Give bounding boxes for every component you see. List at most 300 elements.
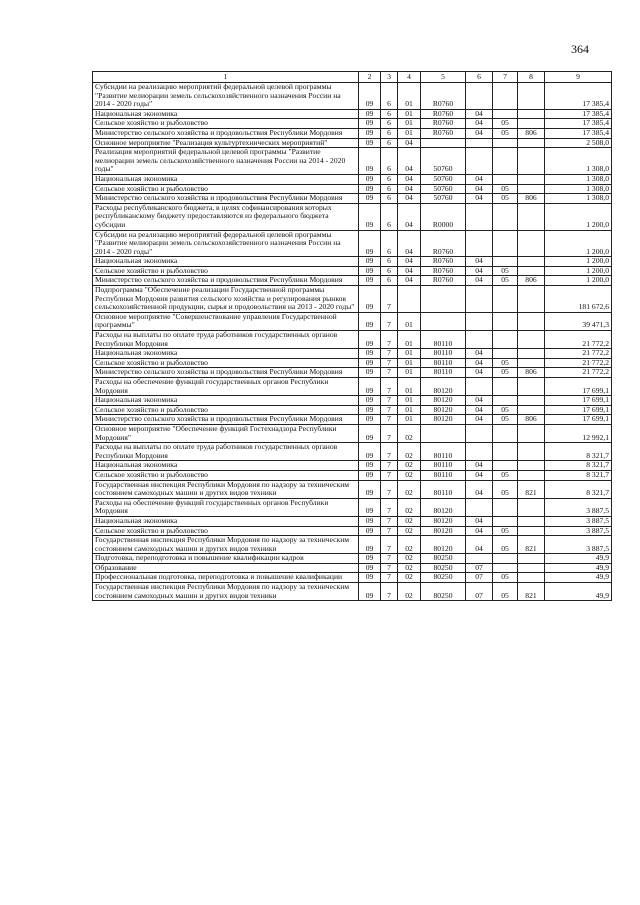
subsection-code-cell xyxy=(493,83,518,110)
subprogram-code-cell: 04 xyxy=(398,174,421,184)
dept-code-cell xyxy=(518,257,545,267)
target-code-cell: R0760 xyxy=(421,109,466,119)
target-code-cell: R0760 xyxy=(421,257,466,267)
dept-code-cell xyxy=(518,286,545,313)
dept-code-cell xyxy=(518,138,545,148)
section-code-cell xyxy=(466,230,493,257)
row-name-cell: Национальная экономика xyxy=(93,109,359,119)
section-code-cell: 04 xyxy=(466,276,493,286)
subsection-code-cell: 05 xyxy=(493,526,518,536)
section-code-cell xyxy=(466,443,493,461)
subsection-code-cell: 05 xyxy=(493,266,518,276)
amount-cell: 21 772,2 xyxy=(545,368,612,378)
amount-cell: 1 308,0 xyxy=(545,148,612,175)
subsection-code-cell: 05 xyxy=(493,583,518,601)
dept-code-cell: 806 xyxy=(518,368,545,378)
section-code-cell: 04 xyxy=(466,368,493,378)
admin-code-cell: 09 xyxy=(359,184,381,194)
target-code-cell: 80120 xyxy=(421,415,466,425)
dept-code-cell xyxy=(518,424,545,442)
dept-code-cell xyxy=(518,266,545,276)
subsection-code-cell: 05 xyxy=(493,405,518,415)
row-name-cell: Расходы на выплаты по оплате труда работников государственных органов Республики Мордовия xyxy=(93,331,359,349)
amount-cell: 3 887,5 xyxy=(545,526,612,536)
dept-code-cell: 806 xyxy=(518,194,545,204)
program-code-cell: 7 xyxy=(381,415,398,425)
table-row xyxy=(93,349,612,359)
table-row xyxy=(93,443,612,461)
table-row xyxy=(93,424,612,442)
table-row xyxy=(93,405,612,415)
admin-code-cell: 09 xyxy=(359,128,381,138)
program-code-cell: 7 xyxy=(381,536,398,554)
subsection-code-cell xyxy=(493,554,518,564)
admin-code-cell: 09 xyxy=(359,286,381,313)
row-name-cell: Министерство сельского хозяйства и продовольствия Республики Мордовия xyxy=(93,276,359,286)
subsection-code-cell xyxy=(493,148,518,175)
subprogram-code-cell: 01 xyxy=(398,358,421,368)
admin-code-cell: 09 xyxy=(359,461,381,471)
program-code-cell: 7 xyxy=(381,516,398,526)
section-code-cell: 04 xyxy=(466,470,493,480)
table-row xyxy=(93,378,612,396)
target-code-cell: 80120 xyxy=(421,396,466,406)
program-code-cell: 6 xyxy=(381,174,398,184)
subprogram-code-cell: 02 xyxy=(398,424,421,442)
amount-cell: 8 321,7 xyxy=(545,480,612,498)
admin-code-cell: 09 xyxy=(359,203,381,230)
dept-code-cell xyxy=(518,396,545,406)
amount-cell: 1 308,0 xyxy=(545,184,612,194)
program-code-cell: 7 xyxy=(381,443,398,461)
subprogram-code-cell: 01 xyxy=(398,405,421,415)
table-row xyxy=(93,119,612,129)
row-name-cell: Основное мероприятие "Обеспечение функций Гостехнадзора Республики Мордовия" xyxy=(93,424,359,442)
admin-code-cell: 09 xyxy=(359,349,381,359)
amount-cell: 1 200,0 xyxy=(545,266,612,276)
subsection-code-cell: 05 xyxy=(493,480,518,498)
row-name-cell: Реализация мероприятий федеральной целевой программы "Развитие мелиорации земель сельскохозяйственного назначения России на 2014 - 2020 годы" xyxy=(93,148,359,175)
subsection-code-cell xyxy=(493,312,518,330)
table-row xyxy=(93,184,612,194)
table-row xyxy=(93,109,612,119)
subprogram-code-cell: 01 xyxy=(398,415,421,425)
subprogram-code-cell: 01 xyxy=(398,349,421,359)
dept-code-cell xyxy=(518,461,545,471)
subsection-code-cell xyxy=(493,443,518,461)
amount-cell: 39 471,3 xyxy=(545,312,612,330)
dept-code-cell xyxy=(518,109,545,119)
row-name-cell: Субсидии на реализацию мероприятий федеральной целевой программы "Развитие мелиорации земель сельскохозяйственного назначения России на 2014 - 2020 годы" xyxy=(93,230,359,257)
row-name-cell: Сельское хозяйство и рыболовство xyxy=(93,405,359,415)
section-code-cell: 04 xyxy=(466,109,493,119)
section-code-cell xyxy=(466,498,493,516)
dept-code-cell xyxy=(518,563,545,573)
budget-table xyxy=(92,71,612,601)
table-row xyxy=(93,516,612,526)
amount-cell: 1 200,0 xyxy=(545,257,612,267)
admin-code-cell: 09 xyxy=(359,358,381,368)
amount-cell: 49,9 xyxy=(545,554,612,564)
row-name-cell: Национальная экономика xyxy=(93,461,359,471)
table-row xyxy=(93,498,612,516)
section-code-cell xyxy=(466,148,493,175)
subprogram-code-cell: 01 xyxy=(398,83,421,110)
section-code-cell xyxy=(466,286,493,313)
program-code-cell: 7 xyxy=(381,358,398,368)
dept-code-cell xyxy=(518,349,545,359)
target-code-cell: 80110 xyxy=(421,470,466,480)
amount-cell: 17 699,1 xyxy=(545,396,612,406)
amount-cell: 3 887,5 xyxy=(545,498,612,516)
subsection-code-cell xyxy=(493,257,518,267)
subsection-code-cell xyxy=(493,396,518,406)
section-code-cell: 04 xyxy=(466,119,493,129)
row-name-cell: Подпрограмма "Обеспечение реализации Государственной программы Республики Мордовия развития сельского хозяйства и регулирования рынков сельскохозяйственной продукции, сырья и продовольствия на 2013 - 2020 годы" xyxy=(93,286,359,313)
target-code-cell: 80250 xyxy=(421,554,466,564)
target-code-cell xyxy=(421,286,466,313)
program-code-cell: 7 xyxy=(381,563,398,573)
admin-code-cell: 09 xyxy=(359,516,381,526)
column-header: 8 xyxy=(518,72,545,83)
subprogram-code-cell: 01 xyxy=(398,396,421,406)
dept-code-cell xyxy=(518,498,545,516)
admin-code-cell: 09 xyxy=(359,312,381,330)
dept-code-cell: 806 xyxy=(518,415,545,425)
amount-cell: 1 200,0 xyxy=(545,230,612,257)
section-code-cell: 04 xyxy=(466,396,493,406)
admin-code-cell: 09 xyxy=(359,83,381,110)
target-code-cell: 80110 xyxy=(421,349,466,359)
program-code-cell: 7 xyxy=(381,405,398,415)
dept-code-cell xyxy=(518,526,545,536)
program-code-cell: 7 xyxy=(381,480,398,498)
program-code-cell: 6 xyxy=(381,230,398,257)
section-code-cell: 04 xyxy=(466,266,493,276)
target-code-cell: R0760 xyxy=(421,83,466,110)
subsection-code-cell: 05 xyxy=(493,470,518,480)
row-name-cell: Сельское хозяйство и рыболовство xyxy=(93,119,359,129)
subsection-code-cell: 05 xyxy=(493,368,518,378)
column-header: 5 xyxy=(421,72,466,83)
row-name-cell: Сельское хозяйство и рыболовство xyxy=(93,184,359,194)
admin-code-cell: 09 xyxy=(359,119,381,129)
target-code-cell: 80250 xyxy=(421,583,466,601)
section-code-cell: 04 xyxy=(466,358,493,368)
subprogram-code-cell: 02 xyxy=(398,480,421,498)
section-code-cell: 04 xyxy=(466,516,493,526)
program-code-cell: 6 xyxy=(381,184,398,194)
program-code-cell: 7 xyxy=(381,526,398,536)
table-row xyxy=(93,396,612,406)
amount-cell: 21 772,2 xyxy=(545,349,612,359)
subprogram-code-cell: 04 xyxy=(398,184,421,194)
table-row xyxy=(93,276,612,286)
table-row xyxy=(93,480,612,498)
subsection-code-cell xyxy=(493,498,518,516)
admin-code-cell: 09 xyxy=(359,378,381,396)
admin-code-cell: 09 xyxy=(359,573,381,583)
program-code-cell: 6 xyxy=(381,148,398,175)
row-name-cell: Основное мероприятие "Совершенствование управления Государственной программы" xyxy=(93,312,359,330)
table-row xyxy=(93,526,612,536)
row-name-cell: Государственная инспекция Республики Мордовия по надзору за техническим состоянием самоходных машин и других видов техники xyxy=(93,583,359,601)
subprogram-code-cell: 02 xyxy=(398,583,421,601)
dept-code-cell xyxy=(518,184,545,194)
table-row xyxy=(93,138,612,148)
table-row xyxy=(93,230,612,257)
table-row xyxy=(93,203,612,230)
row-name-cell: Национальная экономика xyxy=(93,174,359,184)
subsection-code-cell xyxy=(493,516,518,526)
amount-cell: 8 321,7 xyxy=(545,461,612,471)
row-name-cell: Национальная экономика xyxy=(93,396,359,406)
target-code-cell: 80110 xyxy=(421,368,466,378)
row-name-cell: Сельское хозяйство и рыболовство xyxy=(93,266,359,276)
row-name-cell: Расходы на обеспечение функций государственных органов Республики Мордовия xyxy=(93,498,359,516)
subsection-code-cell xyxy=(493,203,518,230)
program-code-cell: 6 xyxy=(381,276,398,286)
program-code-cell: 6 xyxy=(381,109,398,119)
section-code-cell: 04 xyxy=(466,128,493,138)
row-name-cell: Национальная экономика xyxy=(93,516,359,526)
column-header: 4 xyxy=(398,72,421,83)
row-name-cell: Министерство сельского хозяйства и продовольствия Республики Мордовия xyxy=(93,194,359,204)
dept-code-cell xyxy=(518,148,545,175)
program-code-cell: 7 xyxy=(381,461,398,471)
section-code-cell: 04 xyxy=(466,526,493,536)
dept-code-cell: 821 xyxy=(518,480,545,498)
admin-code-cell: 09 xyxy=(359,443,381,461)
admin-code-cell: 09 xyxy=(359,148,381,175)
subsection-code-cell: 05 xyxy=(493,194,518,204)
target-code-cell: 50760 xyxy=(421,174,466,184)
target-code-cell: 80250 xyxy=(421,573,466,583)
dept-code-cell xyxy=(518,331,545,349)
subsection-code-cell: 05 xyxy=(493,415,518,425)
table-row xyxy=(93,257,612,267)
admin-code-cell: 09 xyxy=(359,424,381,442)
target-code-cell: R0000 xyxy=(421,203,466,230)
admin-code-cell: 09 xyxy=(359,583,381,601)
dept-code-cell xyxy=(518,516,545,526)
program-code-cell: 6 xyxy=(381,83,398,110)
section-code-cell: 04 xyxy=(466,405,493,415)
row-name-cell: Субсидии на реализацию мероприятий федеральной целевой программы "Развитие мелиорации земель сельскохозяйственного назначения России на 2014 - 2020 годы" xyxy=(93,83,359,110)
admin-code-cell: 09 xyxy=(359,563,381,573)
dept-code-cell xyxy=(518,378,545,396)
dept-code-cell xyxy=(518,470,545,480)
program-code-cell: 7 xyxy=(381,396,398,406)
column-header: 7 xyxy=(493,72,518,83)
table-row xyxy=(93,415,612,425)
program-code-cell: 7 xyxy=(381,583,398,601)
program-code-cell: 7 xyxy=(381,470,398,480)
amount-cell: 17 699,1 xyxy=(545,415,612,425)
admin-code-cell: 09 xyxy=(359,396,381,406)
subprogram-code-cell: 02 xyxy=(398,563,421,573)
dept-code-cell xyxy=(518,405,545,415)
subprogram-code-cell: 01 xyxy=(398,312,421,330)
target-code-cell: 80120 xyxy=(421,405,466,415)
amount-cell: 17 385,4 xyxy=(545,128,612,138)
admin-code-cell: 09 xyxy=(359,109,381,119)
dept-code-cell xyxy=(518,203,545,230)
section-code-cell xyxy=(466,312,493,330)
target-code-cell: 50760 xyxy=(421,184,466,194)
dept-code-cell xyxy=(518,230,545,257)
row-name-cell: Государственная инспекция Республики Мордовия по надзору за техническим состоянием самоходных машин и других видов техники xyxy=(93,536,359,554)
admin-code-cell: 09 xyxy=(359,554,381,564)
section-code-cell xyxy=(466,554,493,564)
subprogram-code-cell: 01 xyxy=(398,128,421,138)
amount-cell: 17 699,1 xyxy=(545,405,612,415)
admin-code-cell: 09 xyxy=(359,276,381,286)
row-name-cell: Расходы на обеспечение функций государственных органов Республики Мордовия xyxy=(93,378,359,396)
table-row xyxy=(93,536,612,554)
subprogram-code-cell: 04 xyxy=(398,148,421,175)
program-code-cell: 7 xyxy=(381,349,398,359)
amount-cell: 3 887,5 xyxy=(545,516,612,526)
target-code-cell: 80110 xyxy=(421,358,466,368)
section-code-cell: 04 xyxy=(466,184,493,194)
target-code-cell xyxy=(421,138,466,148)
dept-code-cell xyxy=(518,119,545,129)
section-code-cell: 04 xyxy=(466,174,493,184)
program-code-cell: 7 xyxy=(381,378,398,396)
section-code-cell: 07 xyxy=(466,583,493,601)
target-code-cell: R0760 xyxy=(421,128,466,138)
program-code-cell: 7 xyxy=(381,286,398,313)
dept-code-cell xyxy=(518,83,545,110)
subsection-code-cell: 05 xyxy=(493,276,518,286)
program-code-cell: 7 xyxy=(381,554,398,564)
row-name-cell: Сельское хозяйство и рыболовство xyxy=(93,358,359,368)
amount-cell: 1 308,0 xyxy=(545,194,612,204)
table-row xyxy=(93,554,612,564)
subprogram-code-cell: 02 xyxy=(398,554,421,564)
subprogram-code-cell: 01 xyxy=(398,331,421,349)
section-code-cell: 04 xyxy=(466,349,493,359)
amount-cell: 49,9 xyxy=(545,573,612,583)
row-name-cell: Расходы республиканского бюджета, в целях софинансирования которых республиканскому бюджету предоставляются из федерального бюджета субсидии xyxy=(93,203,359,230)
admin-code-cell: 09 xyxy=(359,498,381,516)
subsection-code-cell xyxy=(493,138,518,148)
target-code-cell xyxy=(421,312,466,330)
table-body xyxy=(93,83,612,601)
amount-cell: 1 308,0 xyxy=(545,174,612,184)
target-code-cell: 80120 xyxy=(421,526,466,536)
row-name-cell: Основное мероприятие "Реализация культуртехнических мероприятий" xyxy=(93,138,359,148)
program-code-cell: 7 xyxy=(381,498,398,516)
row-name-cell: Министерство сельского хозяйства и продовольствия Республики Мордовия xyxy=(93,415,359,425)
dept-code-cell xyxy=(518,358,545,368)
row-name-cell: Национальная экономика xyxy=(93,349,359,359)
subprogram-code-cell: 04 xyxy=(398,266,421,276)
section-code-cell: 04 xyxy=(466,536,493,554)
row-name-cell: Национальная экономика xyxy=(93,257,359,267)
target-code-cell: 50760 xyxy=(421,148,466,175)
subsection-code-cell xyxy=(493,286,518,313)
section-code-cell xyxy=(466,203,493,230)
subprogram-code-cell: 02 xyxy=(398,461,421,471)
dept-code-cell: 806 xyxy=(518,276,545,286)
admin-code-cell: 09 xyxy=(359,480,381,498)
admin-code-cell: 09 xyxy=(359,470,381,480)
program-code-cell: 6 xyxy=(381,138,398,148)
subsection-code-cell xyxy=(493,349,518,359)
target-code-cell: 80110 xyxy=(421,331,466,349)
admin-code-cell: 09 xyxy=(359,266,381,276)
program-code-cell: 7 xyxy=(381,331,398,349)
table-row xyxy=(93,563,612,573)
column-header: 6 xyxy=(466,72,493,83)
program-code-cell: 7 xyxy=(381,368,398,378)
row-name-cell: Подготовка, переподготовка и повышение квалификации кадров xyxy=(93,554,359,564)
admin-code-cell: 09 xyxy=(359,230,381,257)
table-row xyxy=(93,470,612,480)
program-code-cell: 6 xyxy=(381,203,398,230)
dept-code-cell xyxy=(518,174,545,184)
amount-cell: 181 672,6 xyxy=(545,286,612,313)
amount-cell: 17 385,4 xyxy=(545,109,612,119)
program-code-cell: 7 xyxy=(381,573,398,583)
amount-cell: 12 992,1 xyxy=(545,424,612,442)
target-code-cell: 80120 xyxy=(421,516,466,526)
amount-cell: 17 385,4 xyxy=(545,119,612,129)
program-code-cell: 6 xyxy=(381,266,398,276)
target-code-cell: R0760 xyxy=(421,266,466,276)
amount-cell: 8 321,7 xyxy=(545,443,612,461)
dept-code-cell xyxy=(518,443,545,461)
column-header: 3 xyxy=(381,72,398,83)
target-code-cell: 80110 xyxy=(421,480,466,498)
row-name-cell: Министерство сельского хозяйства и продовольствия Республики Мордовия xyxy=(93,368,359,378)
column-header: 9 xyxy=(545,72,612,83)
table-row xyxy=(93,331,612,349)
amount-cell: 1 200,0 xyxy=(545,276,612,286)
subsection-code-cell: 05 xyxy=(493,536,518,554)
subprogram-code-cell: 01 xyxy=(398,119,421,129)
subprogram-code-cell: 04 xyxy=(398,138,421,148)
amount-cell: 49,9 xyxy=(545,563,612,573)
program-code-cell: 6 xyxy=(381,257,398,267)
amount-cell: 2 508,0 xyxy=(545,138,612,148)
amount-cell: 3 887,5 xyxy=(545,536,612,554)
section-code-cell: 07 xyxy=(466,563,493,573)
dept-code-cell: 821 xyxy=(518,536,545,554)
target-code-cell: R0760 xyxy=(421,276,466,286)
dept-code-cell xyxy=(518,312,545,330)
subsection-code-cell xyxy=(493,378,518,396)
subsection-code-cell: 05 xyxy=(493,128,518,138)
program-code-cell: 7 xyxy=(381,312,398,330)
amount-cell: 8 321,7 xyxy=(545,470,612,480)
table-row xyxy=(93,194,612,204)
target-code-cell xyxy=(421,424,466,442)
subprogram-code-cell: 02 xyxy=(398,573,421,583)
target-code-cell: R0760 xyxy=(421,230,466,257)
subprogram-code-cell: 04 xyxy=(398,257,421,267)
table-row xyxy=(93,368,612,378)
amount-cell: 17 385,4 xyxy=(545,83,612,110)
row-name-cell: Министерство сельского хозяйства и продовольствия Республики Мордовия xyxy=(93,128,359,138)
amount-cell: 1 200,0 xyxy=(545,203,612,230)
program-code-cell: 6 xyxy=(381,119,398,129)
amount-cell: 49,9 xyxy=(545,583,612,601)
subsection-code-cell xyxy=(493,174,518,184)
target-code-cell: 80110 xyxy=(421,443,466,461)
